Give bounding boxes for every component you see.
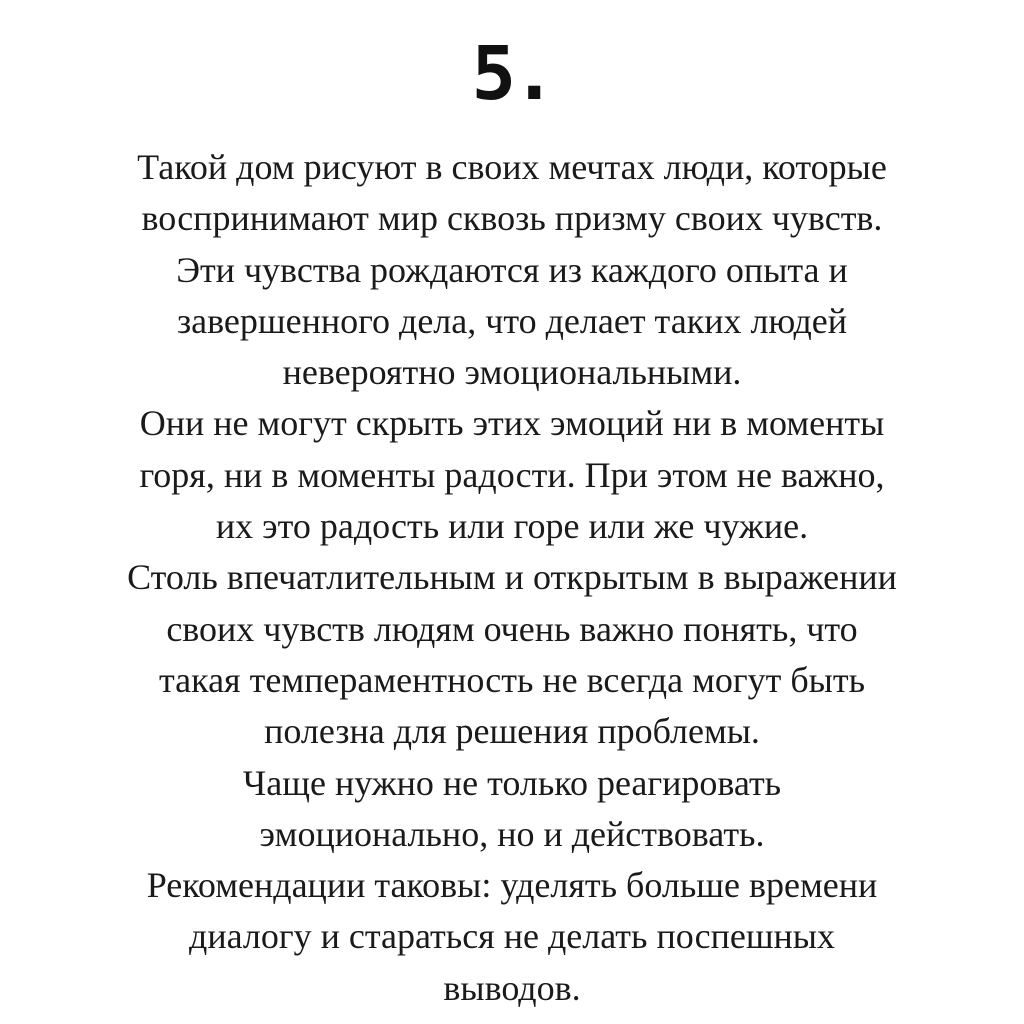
text-line-6: Они не могут скрыть этих эмоций ни в моменты: [139, 403, 885, 444]
page-number: 5.: [471, 31, 553, 117]
text-line-13: Чаще нужно не только реагировать: [242, 762, 782, 803]
text-line-16: диалогу и стараться не делать поспешных: [189, 916, 835, 957]
text-line-17: выводов.: [443, 967, 581, 1008]
text-line-14: эмоционально, но и действовать.: [259, 813, 765, 854]
body-text: [0, 142, 1024, 1014]
text-line-5: невероятно эмоциональными.: [282, 352, 742, 393]
text-line-2: воспринимают мир сквозь призму своих чувств.: [141, 198, 883, 239]
text-line-7: горя, ни в моменты радости. При этом не важно,: [139, 454, 885, 495]
text-line-9: Столь впечатлительным и открытым в выражении: [127, 557, 897, 598]
text-line-3: Эти чувства рождаются из каждого опыта и: [176, 249, 848, 290]
text-line-15: Рекомендации таковы: уделять больше времени: [146, 865, 878, 906]
text-line-10: своих чувств людям очень важно понять, что: [166, 608, 858, 649]
text-line-1: Такой дом рисуют в своих мечтах люди, которые: [137, 147, 887, 187]
text-line-11: такая темпераментность не всегда могут быть: [158, 659, 866, 700]
text-line-4: завершенного дела, что делает таких людей: [176, 300, 848, 341]
text-line-8: их это радость или горе или же чужие.: [215, 506, 809, 547]
text-line-12: полезна для решения проблемы.: [264, 711, 760, 752]
